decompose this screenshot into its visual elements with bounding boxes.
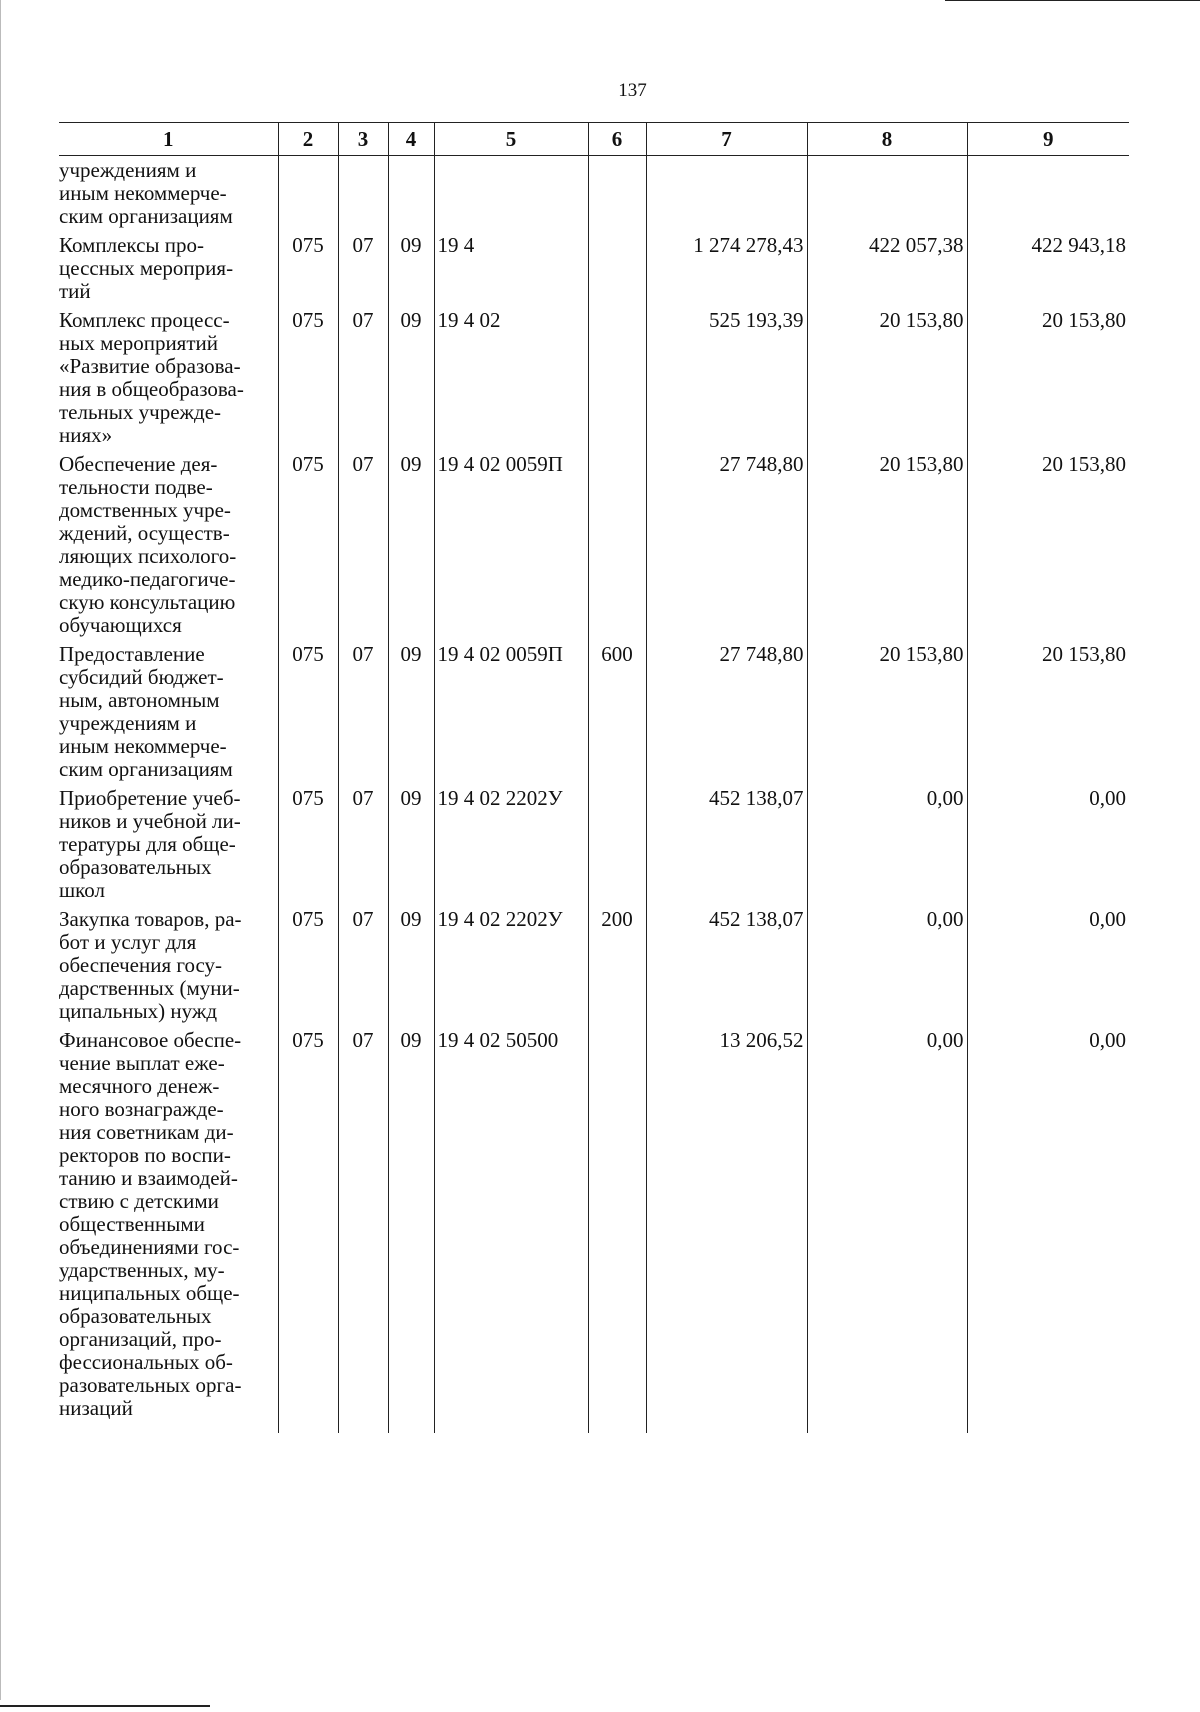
row-name-line: иным некоммерче- <box>59 181 227 205</box>
column-header-3: 3 <box>338 123 388 156</box>
gr-code-cell: 075 <box>278 306 338 447</box>
bottom-edge-line <box>0 1705 210 1707</box>
row-name-line: Обеспечение дея- <box>59 452 218 476</box>
row-name-line: ждений, осуществ- <box>59 521 230 545</box>
row-name-line: «Развитие образова- <box>59 354 241 378</box>
column-header-9: 9 <box>967 123 1129 156</box>
gr-code-cell: 075 <box>278 784 338 902</box>
row-name-line: ствию с детскими <box>59 1189 219 1213</box>
row-name-line: Предоставление <box>59 642 205 666</box>
row-name-line: ников и учебной ли- <box>59 809 241 833</box>
rz-code-cell: 07 <box>338 905 388 1023</box>
row-name-line: тельности подве- <box>59 475 213 499</box>
table-tail-row <box>59 1423 1129 1433</box>
vr-code-cell <box>588 231 646 303</box>
amount-col9-cell: 20 153,80 <box>967 640 1129 781</box>
column-header-7: 7 <box>646 123 807 156</box>
row-name-line: ных мероприятий <box>59 331 218 355</box>
budget-table <box>59 122 1129 1433</box>
column-header-2: 2 <box>278 123 338 156</box>
pr-code-cell: 09 <box>388 231 434 303</box>
empty-cell <box>967 156 1129 229</box>
row-name-line: учреждениям и <box>59 711 197 735</box>
amount-col8-cell: 422 057,38 <box>807 231 967 303</box>
amount-col8-cell: 20 153,80 <box>807 640 967 781</box>
spacer-cell <box>388 1423 434 1433</box>
table-row <box>59 306 1129 447</box>
row-name-cell <box>59 905 278 1023</box>
rz-code-cell: 07 <box>338 640 388 781</box>
empty-cell <box>278 156 338 229</box>
row-name-line: цессных мероприя- <box>59 256 234 280</box>
pr-code-cell: 09 <box>388 1026 434 1420</box>
rz-code-cell: 07 <box>338 231 388 303</box>
rz-code-cell: 07 <box>338 1026 388 1420</box>
row-name-line: Финансовое обеспе- <box>59 1028 242 1052</box>
row-name-line: субсидий бюджет- <box>59 665 224 689</box>
spacer-cell <box>338 1423 388 1433</box>
row-name-line: ния советникам ди- <box>59 1120 234 1144</box>
row-name-line: ударственных, му- <box>59 1258 225 1282</box>
csr-code-cell: 19 4 <box>434 231 588 303</box>
amount-col9-cell: 0,00 <box>967 784 1129 902</box>
column-header-5: 5 <box>434 123 588 156</box>
csr-code-cell: 19 4 02 0059П <box>434 640 588 781</box>
csr-code-cell: 19 4 02 2202У <box>434 784 588 902</box>
column-header-8: 8 <box>807 123 967 156</box>
row-name-line: скую консультацию <box>59 590 236 614</box>
row-name-line: бот и услуг для <box>59 930 197 954</box>
amount-col9-cell: 20 153,80 <box>967 450 1129 637</box>
table-row <box>59 905 1129 1023</box>
row-name-line: ляющих психолого- <box>59 544 237 568</box>
csr-code-cell: 19 4 02 50500 <box>434 1026 588 1420</box>
spacer-cell <box>646 1423 807 1433</box>
csr-code-cell: 19 4 02 0059П <box>434 450 588 637</box>
empty-cell <box>646 156 807 229</box>
amount-col8-cell: 20 153,80 <box>807 306 967 447</box>
row-name-line: ным, автономным <box>59 688 220 712</box>
table-body <box>59 156 1129 1434</box>
vr-code-cell <box>588 784 646 902</box>
table-row <box>59 450 1129 637</box>
table-header-row <box>59 123 1129 156</box>
row-name-line: Комплексы про- <box>59 233 204 257</box>
row-name-line: ским организациям <box>59 204 233 228</box>
row-name-cell <box>59 1026 278 1420</box>
amount-col7-cell: 27 748,80 <box>646 450 807 637</box>
row-name-line: организаций, про- <box>59 1327 222 1351</box>
row-name-line: ским организациям <box>59 757 233 781</box>
amount-col7-cell: 452 138,07 <box>646 905 807 1023</box>
gr-code-cell: 075 <box>278 640 338 781</box>
row-name-line: ного вознагражде- <box>59 1097 224 1121</box>
spacer-cell <box>278 1423 338 1433</box>
row-name-line: ректоров по воспи- <box>59 1143 231 1167</box>
column-header-1: 1 <box>59 123 278 156</box>
amount-col7-cell: 525 193,39 <box>646 306 807 447</box>
amount-col8-cell: 0,00 <box>807 905 967 1023</box>
amount-col8-cell: 0,00 <box>807 784 967 902</box>
spacer-cell <box>807 1423 967 1433</box>
amount-col7-cell: 452 138,07 <box>646 784 807 902</box>
table-row-continuation <box>59 156 1129 229</box>
table-row <box>59 640 1129 781</box>
row-name-line: разовательных орга- <box>59 1373 242 1397</box>
row-name-line: месячного денеж- <box>59 1074 220 1098</box>
rz-code-cell: 07 <box>338 450 388 637</box>
row-name-line: Приобретение учеб- <box>59 786 241 810</box>
row-name-cell <box>59 784 278 902</box>
rz-code-cell: 07 <box>338 306 388 447</box>
row-name-line: ния в общеобразова- <box>59 377 244 401</box>
vr-code-cell <box>588 1026 646 1420</box>
rz-code-cell: 07 <box>338 784 388 902</box>
row-name-line: школ <box>59 878 106 902</box>
amount-col7-cell: 13 206,52 <box>646 1026 807 1420</box>
row-name-line: дарственных (муни- <box>59 976 240 1000</box>
row-name-line: низаций <box>59 1396 133 1420</box>
row-name-line: домственных учре- <box>59 498 231 522</box>
row-name-line: ниях» <box>59 423 113 447</box>
row-name-line: тературы для обще- <box>59 832 236 856</box>
row-name-line: образовательных <box>59 1304 212 1328</box>
amount-col9-cell: 0,00 <box>967 905 1129 1023</box>
top-edge-line <box>945 0 1200 1</box>
row-name-line: иным некоммерче- <box>59 734 227 758</box>
pr-code-cell: 09 <box>388 784 434 902</box>
row-name-line: ниципальных обще- <box>59 1281 240 1305</box>
empty-cell <box>588 156 646 229</box>
table-row <box>59 1026 1129 1420</box>
row-name-cell <box>59 156 278 229</box>
row-name-line: образовательных <box>59 855 212 879</box>
row-name-line: Закупка товаров, ра- <box>59 907 242 931</box>
row-name-cell <box>59 640 278 781</box>
csr-code-cell: 19 4 02 <box>434 306 588 447</box>
amount-col9-cell: 422 943,18 <box>967 231 1129 303</box>
vr-code-cell: 600 <box>588 640 646 781</box>
page-number: 137 <box>618 80 647 101</box>
table-row <box>59 784 1129 902</box>
row-name-line: общественными <box>59 1212 205 1236</box>
table-row <box>59 231 1129 303</box>
row-name-line: медико-педагогиче- <box>59 567 236 591</box>
row-name-line: Комплекс процесс- <box>59 308 230 332</box>
gr-code-cell: 075 <box>278 905 338 1023</box>
row-name-line: танию и взаимодей- <box>59 1166 238 1190</box>
csr-code-cell: 19 4 02 2202У <box>434 905 588 1023</box>
row-name-cell <box>59 306 278 447</box>
vr-code-cell: 200 <box>588 905 646 1023</box>
gr-code-cell: 075 <box>278 450 338 637</box>
row-name-line: фессиональных об- <box>59 1350 233 1374</box>
vr-code-cell <box>588 450 646 637</box>
empty-cell <box>338 156 388 229</box>
row-name-cell <box>59 450 278 637</box>
row-name-line: обучающихся <box>59 613 182 637</box>
spacer-cell <box>434 1423 588 1433</box>
pr-code-cell: 09 <box>388 306 434 447</box>
amount-col8-cell: 20 153,80 <box>807 450 967 637</box>
row-name-line: учреждениям и <box>59 158 197 182</box>
pr-code-cell: 09 <box>388 640 434 781</box>
column-header-4: 4 <box>388 123 434 156</box>
row-name-line: ципальных) нужд <box>59 999 218 1023</box>
spacer-cell <box>59 1423 278 1433</box>
row-name-line: объединениями гос- <box>59 1235 240 1259</box>
amount-col9-cell: 0,00 <box>967 1026 1129 1420</box>
empty-cell <box>434 156 588 229</box>
row-name-cell <box>59 231 278 303</box>
pr-code-cell: 09 <box>388 905 434 1023</box>
empty-cell <box>388 156 434 229</box>
amount-col8-cell: 0,00 <box>807 1026 967 1420</box>
spacer-cell <box>967 1423 1129 1433</box>
column-header-6: 6 <box>588 123 646 156</box>
row-name-line: тий <box>59 279 91 303</box>
amount-col9-cell: 20 153,80 <box>967 306 1129 447</box>
pr-code-cell: 09 <box>388 450 434 637</box>
gr-code-cell: 075 <box>278 231 338 303</box>
row-name-line: обеспечения госу- <box>59 953 223 977</box>
vr-code-cell <box>588 306 646 447</box>
left-edge-line <box>0 0 1 1700</box>
spacer-cell <box>588 1423 646 1433</box>
row-name-line: чение выплат еже- <box>59 1051 225 1075</box>
amount-col7-cell: 1 274 278,43 <box>646 231 807 303</box>
gr-code-cell: 075 <box>278 1026 338 1420</box>
amount-col7-cell: 27 748,80 <box>646 640 807 781</box>
empty-cell <box>807 156 967 229</box>
row-name-line: тельных учрежде- <box>59 400 222 424</box>
